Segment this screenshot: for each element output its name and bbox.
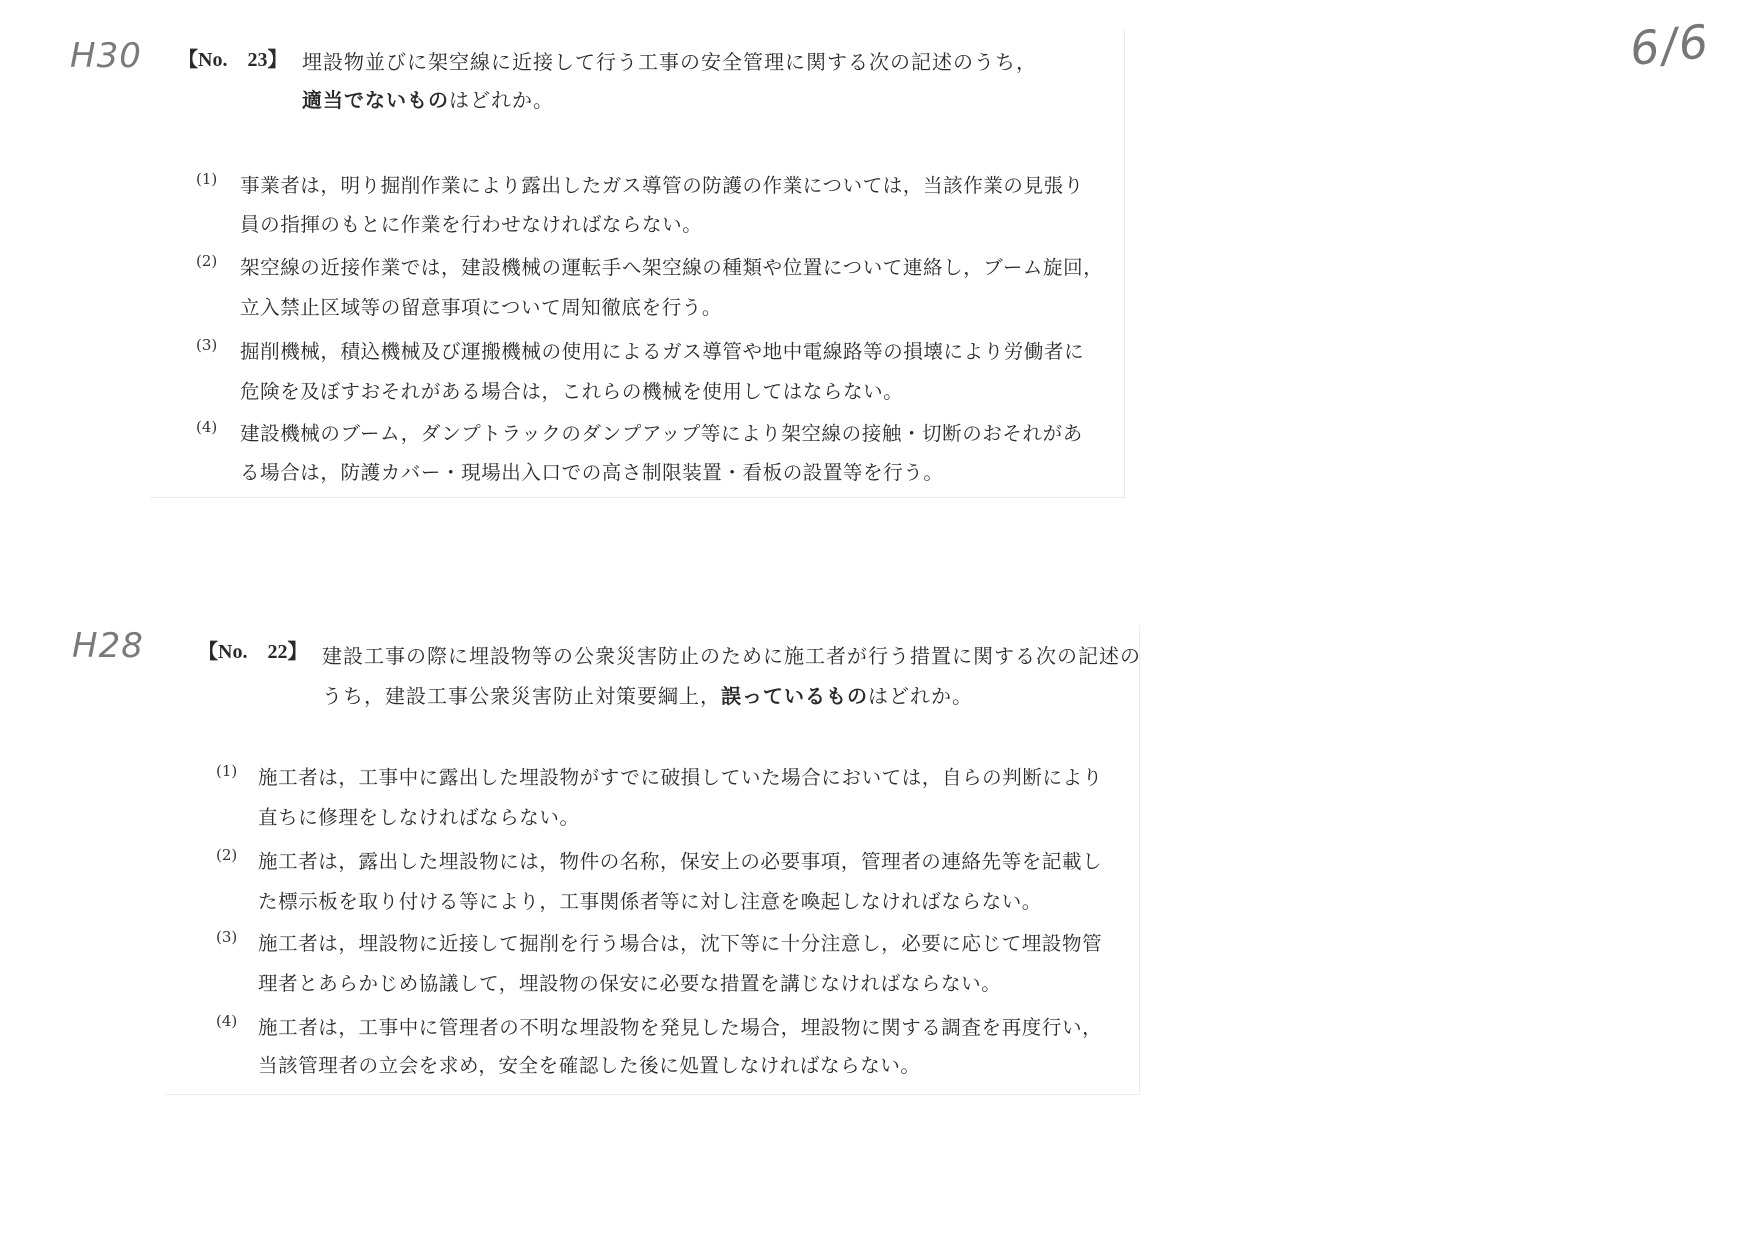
question-number-label: 【No. 23】 <box>178 49 288 71</box>
option-text-line1: 建設機械のブーム，ダンプトラックのダンプアップ等により架空線の接触・切断のおそれがあ <box>240 422 1083 445</box>
option-text-line2: 危険を及ぼすおそれがある場合は，これらの機械を使用してはならない。 <box>240 380 904 403</box>
option-text-line2: 立入禁止区域等の留意事項について周知徹底を行う。 <box>240 296 723 319</box>
year-tag-h28: H28 <box>72 626 144 666</box>
option-text-line1: 施工者は，露出した埋設物には，物件の名称，保安上の必要事項，管理者の連絡先等を記載し <box>258 850 1103 873</box>
question-stem-line1-h28: 建設工事の際に埋設物等の公衆災害防止のために施工者が行う措置に関する次の記述の <box>322 644 1141 668</box>
option-number: (3) <box>216 928 238 946</box>
option-text-line2: 員の指揮のもとに作業を行わせなければならない。 <box>240 213 703 236</box>
stem-rest: はどれか。 <box>868 684 973 708</box>
option-text-line1: 架空線の近接作業では，建設機械の運転手へ架空線の種類や位置について連絡し，ブーム旋回， <box>240 256 1104 279</box>
stem-emphasis: 誤っているもの <box>721 684 868 708</box>
option-text-line2: 当該管理者の立会を求め，安全を確認した後に処置しなければならない。 <box>258 1054 921 1077</box>
option-text-line1: 掘削機械，積込機械及び運搬機械の使用によるガス導管や地中電線路等の損壊により労働者に <box>240 340 1085 363</box>
question-stem-line2-h28 <box>322 680 973 709</box>
option-text-line1: 施工者は，工事中に管理者の不明な埋設物を発見した場合，埋設物に関する調査を再度行い， <box>258 1016 1103 1039</box>
option-text-line1: 施工者は，埋設物に近接して掘削を行う場合は，沈下等に十分注意し，必要に応じて埋設物管 <box>258 932 1103 955</box>
option-text-line1: 事業者は，明り掘削作業により露出したガス導管の防護の作業については，当該作業の見張り <box>240 174 1084 197</box>
stem-prefix: うち，建設工事公衆災害防止対策要綱上， <box>322 684 721 708</box>
option-number: (4) <box>216 1012 238 1030</box>
option-number: (3) <box>196 336 218 354</box>
question-number-label: 【No. 22】 <box>198 641 308 663</box>
question-number-h28 <box>198 632 307 671</box>
option-text-line2: 直ちに修理をしなければならない。 <box>258 806 580 829</box>
option-text-line1: 施工者は，工事中に露出した埋設物がすでに破損していた場合においては，自らの判断により <box>258 766 1103 789</box>
option-number: (2) <box>216 846 238 864</box>
option-text-line2: 理者とあらかじめ協議して，埋設物の保安に必要な措置を講じなければならない。 <box>258 972 1002 995</box>
option-number: (1) <box>216 762 238 780</box>
option-number: (2) <box>196 252 218 270</box>
option-number: (1) <box>196 170 218 188</box>
option-text-line2: た標示板を取り付ける等により，工事関係者等に対し注意を喚起しなければならない。 <box>258 890 1042 913</box>
question-stem-line1-h30: 埋設物並びに架空線に近接して行う工事の安全管理に関する次の記述のうち， <box>302 50 1037 74</box>
question-number-h30 <box>178 40 287 79</box>
question-stem-line2-h30 <box>302 84 554 113</box>
page-number: 6/6 <box>1627 13 1713 77</box>
stem-emphasis: 適当でないもの <box>302 88 449 112</box>
option-number: (4) <box>196 418 218 436</box>
stem-rest: はどれか。 <box>449 88 554 112</box>
option-text-line2: る場合は，防護カバー・現場出入口での高さ制限装置・看板の設置等を行う。 <box>240 461 944 484</box>
year-tag-h30: H30 <box>70 36 142 76</box>
